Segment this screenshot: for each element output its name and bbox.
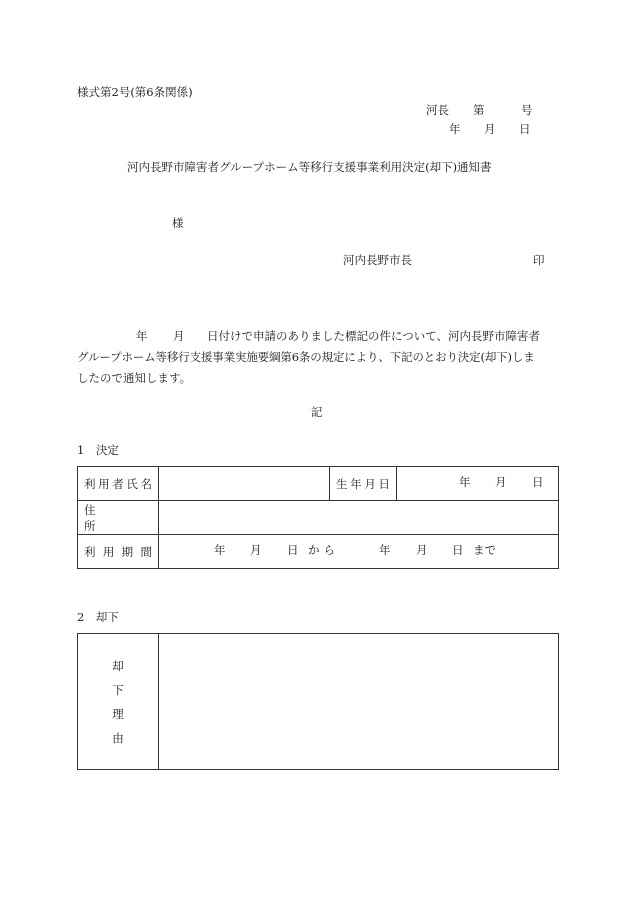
doc-number-dai: 第 xyxy=(473,103,485,117)
table-row xyxy=(78,535,559,569)
date-day: 日 xyxy=(519,122,531,136)
reason-char: 由 xyxy=(112,731,124,745)
period-from-year: 年 xyxy=(214,542,226,557)
period-from-month: 月 xyxy=(250,542,262,557)
doc-number-go: 号 xyxy=(521,103,533,117)
section1-heading: 1 決定 xyxy=(77,443,119,457)
birth-date-label: 生年月日 xyxy=(330,467,397,501)
doc-number-prefix: 河長 xyxy=(426,103,449,117)
reason-char: 下 xyxy=(112,683,124,697)
reason-char: 却 xyxy=(112,659,124,673)
seal-mark: 印 xyxy=(533,253,545,267)
document-title: 河内長野市障害者グループホーム等移行支援事業利用決定(却下)通知書 xyxy=(127,160,492,174)
birth-day: 日 xyxy=(532,474,544,489)
body-year: 年 xyxy=(136,329,148,343)
issuer-name: 河内長野市長 xyxy=(343,253,412,267)
address-field[interactable] xyxy=(159,501,559,535)
body-line1: 日付けで申請のありました標記の件について、河内長野市障害者 xyxy=(207,329,541,343)
period-to-day: 日 xyxy=(452,542,464,557)
birth-date-field[interactable] xyxy=(397,467,559,501)
rejection-reason-box xyxy=(77,633,559,770)
birth-year: 年 xyxy=(459,474,471,489)
body-line3: したので通知します。 xyxy=(77,371,192,385)
rejection-reason-field[interactable] xyxy=(159,634,558,769)
table-row xyxy=(78,501,559,535)
period-from-day: 日 xyxy=(287,542,299,557)
date-month: 月 xyxy=(484,122,496,136)
period-to-month: 月 xyxy=(416,542,428,557)
period-to-word: まで xyxy=(473,542,496,557)
birth-month: 月 xyxy=(495,474,507,489)
address-label-text: 住所 xyxy=(84,502,138,533)
body-line2: グループホーム等移行支援事業実施要綱第6条の規定により、下記のとおり決定(却下)しま xyxy=(77,350,535,364)
period-from-word: から xyxy=(308,542,339,557)
period-field[interactable] xyxy=(159,535,559,569)
body-month: 月 xyxy=(173,329,185,343)
recipient-suffix: 様 xyxy=(172,216,184,230)
user-name-label: 利用者氏名 xyxy=(78,467,159,501)
period-label: 利用期間 xyxy=(78,535,159,569)
table-row xyxy=(78,467,559,501)
section2-heading: 2 却下 xyxy=(77,610,119,624)
user-name-field[interactable] xyxy=(159,467,330,501)
address-label xyxy=(78,501,159,535)
reason-char: 理 xyxy=(112,707,124,721)
decision-table xyxy=(77,466,559,569)
date-year: 年 xyxy=(449,122,461,136)
period-to-year: 年 xyxy=(379,542,391,557)
ki-mark: 記 xyxy=(311,405,323,419)
form-number: 様式第2号(第6条関係) xyxy=(77,85,193,99)
